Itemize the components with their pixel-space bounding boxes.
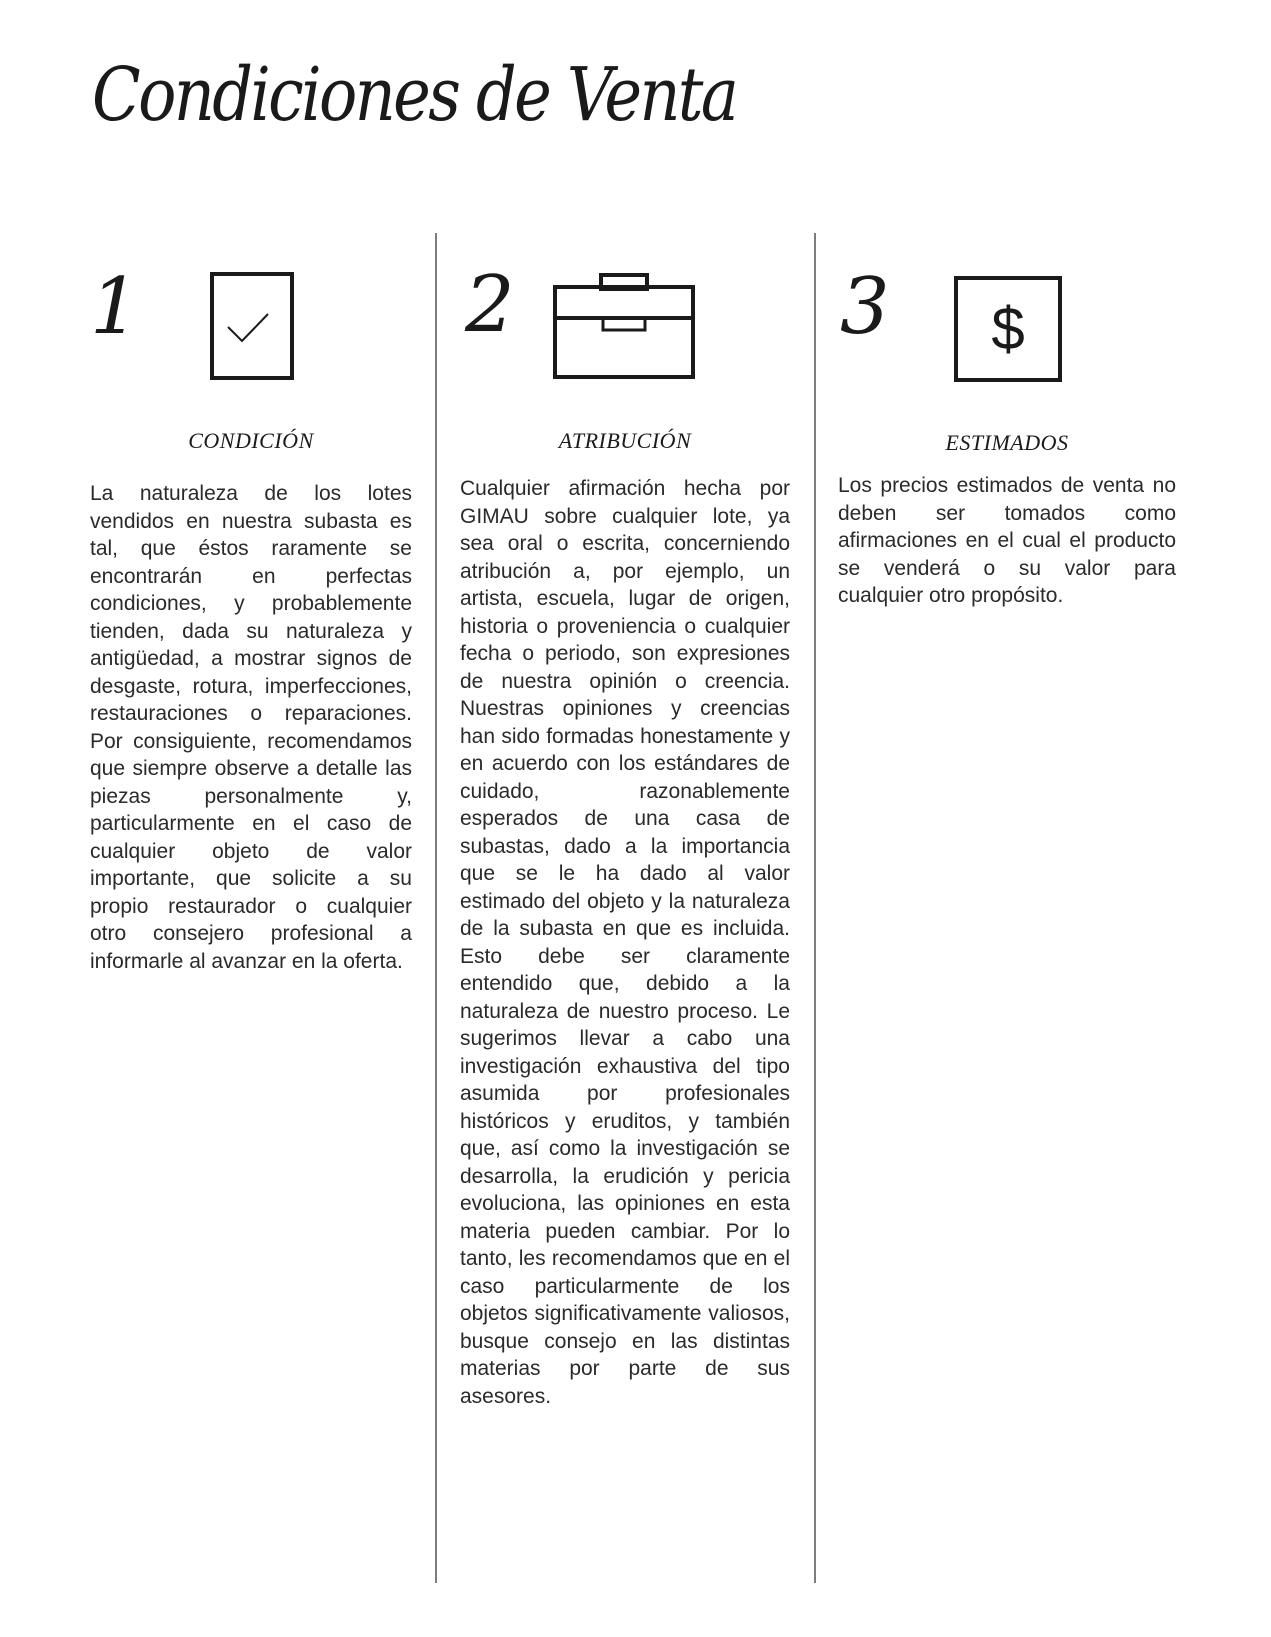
- section-condicion: [90, 240, 412, 1040]
- svg-text:$: $: [991, 295, 1025, 362]
- dollar-box-icon: [954, 276, 1062, 387]
- section-body: Los precios estimados de venta no deben ser tomados como afirmaciones en el cual el producto se venderá o su valor para cualquier otro propósito.: [838, 474, 1176, 607]
- column-divider: [435, 233, 437, 1583]
- section-body: Cualquier afirmación hecha por GIMAU sobre cualquier lote, ya sea oral o escrita, concerniendo atribución a, por ejemplo, un artista, escuela, lugar de origen, historia o proveniencia o cualquier fecha o periodo, son expresiones de nuestra opinión o creencia. Nuestras opiniones y creencias han sido formadas honestamente y en acuerdo con los estándares de cuidado, razonablemente esperados de una casa de subastas, dado a la importancia que se le ha dado al valor estimado del objeto y la naturaleza de la subasta en que es incluida. Esto debe ser claramente entendido que, debido a la naturaleza de nuestro proceso. Le sugerimos llevar a cabo una investigación exhaustiva del tipo asumida por profesionales históricos y eruditos, y también que, así como la investigación se desarrolla, la erudición y pericia evoluciona, las opiniones en esta materia pueden cambiar. Por lo tanto, les recomendamos que en el caso particularmente de los objetos significativamente valiosos, busque consejo en las distintas materias por parte de sus asesores.: [460, 477, 790, 1408]
- briefcase-icon: [553, 273, 695, 384]
- section-heading: CONDICIÓN: [188, 428, 314, 453]
- section-heading: ESTIMADOS: [945, 430, 1069, 455]
- page-title: Condiciones de Venta: [92, 52, 737, 138]
- column-divider: [814, 233, 816, 1583]
- section-atribucion: [460, 240, 790, 1440]
- section-number: 1: [90, 262, 140, 352]
- section-heading: ATRIBUCIÓN: [558, 428, 692, 453]
- section-number: 3: [840, 262, 890, 352]
- document-check-icon: [210, 272, 294, 385]
- section-number: 2: [465, 260, 515, 350]
- section-body: La naturaleza de los lotes vendidos en nuestra subasta es tal, que éstos raramente se encontrarán en perfectas condiciones, y probablemente tienden, dada su naturaleza y antigüedad, a mostrar signos de desgaste, rotura, imperfecciones, restauraciones o reparaciones. Por consiguiente, recomendamos que siempre observe a detalle las piezas personalmente y, particularmente en el caso de cualquier objeto de valor importante, que solicite a su propio restaurador o cualquier otro consejero profesional a informarle al avanzar en la oferta.: [90, 482, 412, 973]
- section-estimados: [838, 240, 1176, 640]
